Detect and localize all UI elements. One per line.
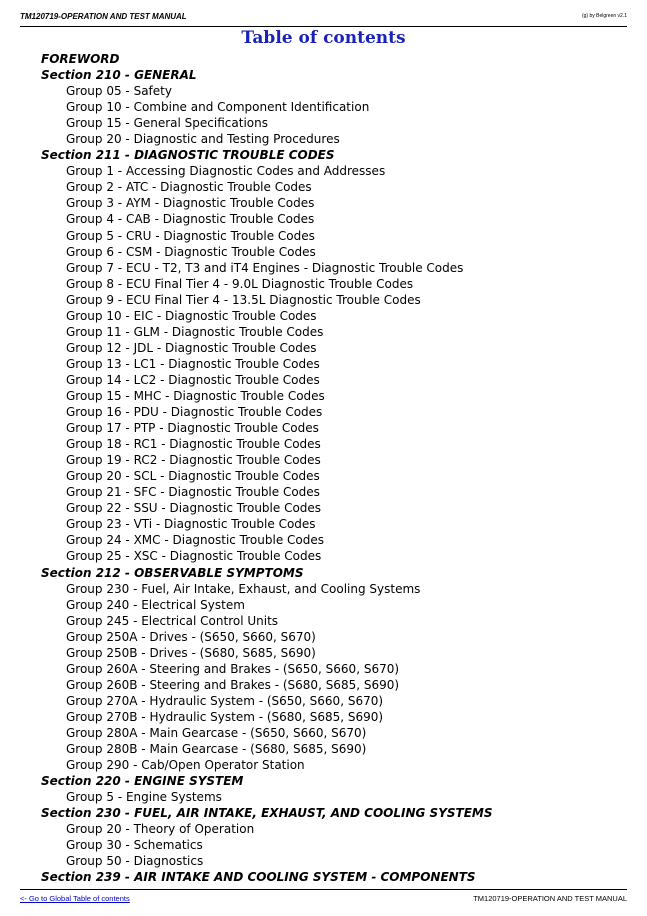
toc-group-entry[interactable]: Group 290 - Cab/Open Operator Station bbox=[66, 758, 305, 773]
toc-group-entry[interactable]: Group 21 - SFC - Diagnostic Trouble Codes bbox=[66, 485, 320, 500]
toc-group-entry[interactable]: Group 16 - PDU - Diagnostic Trouble Codes bbox=[66, 405, 323, 420]
toc-group-entry[interactable]: Group 250B - Drives - (S680, S685, S690) bbox=[66, 645, 316, 660]
toc-group-entry[interactable]: Group 7 - ECU - T2, T3 and iT4 Engines - Diagnostic Trouble Codes bbox=[66, 260, 464, 275]
manual-title-header: TM120719-OPERATION AND TEST MANUAL bbox=[20, 12, 187, 21]
toc-group-entry[interactable]: Group 9 - ECU Final Tier 4 - 13.5L Diagnostic Trouble Codes bbox=[66, 292, 421, 307]
toc-group-entry[interactable]: Group 5 - CRU - Diagnostic Trouble Codes bbox=[66, 228, 315, 243]
toc-group-entry[interactable]: Group 23 - VTi - Diagnostic Trouble Codes bbox=[66, 517, 316, 532]
toc-section-entry[interactable]: Section 230 - FUEL, AIR INTAKE, EXHAUST, AND COOLING SYSTEMS bbox=[41, 806, 493, 821]
toc-group-entry[interactable]: Group 25 - XSC - Diagnostic Trouble Codes bbox=[66, 549, 322, 564]
page-header bbox=[20, 10, 627, 27]
toc-group-entry[interactable]: Group 17 - PTP - Diagnostic Trouble Codes bbox=[66, 421, 319, 436]
toc-group-entry[interactable]: Group 230 - Fuel, Air Intake, Exhaust, and Cooling Systems bbox=[66, 581, 421, 596]
toc-group-entry[interactable]: Group 4 - CAB - Diagnostic Trouble Codes bbox=[66, 212, 315, 227]
toc-group-entry[interactable]: Group 240 - Electrical System bbox=[66, 597, 245, 612]
toc-group-entry[interactable]: Group 13 - LC1 - Diagnostic Trouble Codes bbox=[66, 356, 320, 371]
toc-group-entry[interactable]: Group 245 - Electrical Control Units bbox=[66, 613, 279, 628]
toc-group-entry[interactable]: Group 30 - Schematics bbox=[66, 838, 203, 853]
toc-group-entry[interactable]: Group 24 - XMC - Diagnostic Trouble Codes bbox=[66, 533, 324, 548]
toc-group-entry[interactable]: Group 22 - SSU - Diagnostic Trouble Codes bbox=[66, 501, 322, 516]
toc-group-entry[interactable]: Group 15 - General Specifications bbox=[66, 116, 268, 131]
toc-group-entry[interactable]: Group 19 - RC2 - Diagnostic Trouble Codes bbox=[66, 453, 321, 468]
toc-group-entry[interactable]: Group 280A - Main Gearcase - (S650, S660, S670) bbox=[66, 725, 367, 740]
toc-group-entry[interactable]: Group 11 - GLM - Diagnostic Trouble Codes bbox=[66, 324, 324, 339]
toc-group-entry[interactable]: Group 14 - LC2 - Diagnostic Trouble Codes bbox=[66, 372, 320, 387]
toc-section-entry[interactable]: Section 220 - ENGINE SYSTEM bbox=[41, 774, 244, 789]
toc-group-entry[interactable]: Group 270A - Hydraulic System - (S650, S660, S670) bbox=[66, 693, 384, 708]
toc-group-entry[interactable]: Group 18 - RC1 - Diagnostic Trouble Codes bbox=[66, 437, 321, 452]
toc-group-entry[interactable]: Group 260A - Steering and Brakes - (S650, S660, S670) bbox=[66, 661, 400, 676]
manual-title-footer: TM120719-OPERATION AND TEST MANUAL bbox=[473, 894, 627, 903]
toc-group-entry[interactable]: Group 2 - ATC - Diagnostic Trouble Codes bbox=[66, 180, 312, 195]
toc-group-entry[interactable]: Group 6 - CSM - Diagnostic Trouble Codes bbox=[66, 244, 316, 259]
toc-group-entry[interactable]: Group 1 - Accessing Diagnostic Codes and Addresses bbox=[66, 164, 386, 179]
toc-group-entry[interactable]: Group 3 - AYM - Diagnostic Trouble Codes bbox=[66, 196, 315, 211]
toc-section-entry[interactable]: Section 212 - OBSERVABLE SYMPTOMS bbox=[41, 565, 304, 580]
global-toc-link[interactable]: <- Go to Global Table of contents bbox=[20, 894, 130, 903]
toc-group-entry[interactable]: Group 15 - MHC - Diagnostic Trouble Codes bbox=[66, 388, 325, 403]
toc-group-entry[interactable]: Group 10 - Combine and Component Identification bbox=[66, 100, 370, 115]
toc-section-entry[interactable]: Section 211 - DIAGNOSTIC TROUBLE CODES bbox=[41, 148, 335, 163]
toc-group-entry[interactable]: Group 270B - Hydraulic System - (S680, S685, S690) bbox=[66, 709, 384, 724]
toc-group-entry[interactable]: Group 280B - Main Gearcase - (S680, S685, S690) bbox=[66, 742, 367, 757]
toc-list bbox=[41, 51, 637, 885]
toc-group-entry[interactable]: Group 250A - Drives - (S650, S660, S670) bbox=[66, 629, 316, 644]
toc-group-entry[interactable]: Group 10 - EIC - Diagnostic Trouble Codes bbox=[66, 308, 317, 323]
toc-group-entry[interactable]: Group 12 - JDL - Diagnostic Trouble Codes bbox=[66, 340, 317, 355]
page-title: Table of contents bbox=[241, 28, 406, 48]
toc-group-entry[interactable]: Group 05 - Safety bbox=[66, 84, 172, 99]
toc-group-entry[interactable]: Group 8 - ECU Final Tier 4 - 9.0L Diagnostic Trouble Codes bbox=[66, 276, 414, 291]
toc-group-entry[interactable]: Group 20 - Theory of Operation bbox=[66, 822, 255, 837]
toc-group-entry[interactable]: Group 20 - SCL - Diagnostic Trouble Codes bbox=[66, 469, 320, 484]
page-footer bbox=[20, 889, 627, 908]
toc-section-entry[interactable]: Section 210 - GENERAL bbox=[41, 68, 197, 83]
toc-group-entry[interactable]: Group 50 - Diagnostics bbox=[66, 854, 204, 869]
toc-group-entry[interactable]: Group 260B - Steering and Brakes - (S680, S685, S690) bbox=[66, 677, 400, 692]
toc-group-entry[interactable]: Group 20 - Diagnostic and Testing Procedures bbox=[66, 132, 340, 147]
credit-text: (g) by Belgreen v2.1 bbox=[581, 13, 627, 19]
toc-section-entry[interactable]: Section 239 - AIR INTAKE AND COOLING SYSTEM - COMPONENTS bbox=[41, 870, 476, 885]
toc-group-entry[interactable]: Group 5 - Engine Systems bbox=[66, 790, 222, 805]
toc-section-entry[interactable]: FOREWORD bbox=[41, 52, 120, 66]
